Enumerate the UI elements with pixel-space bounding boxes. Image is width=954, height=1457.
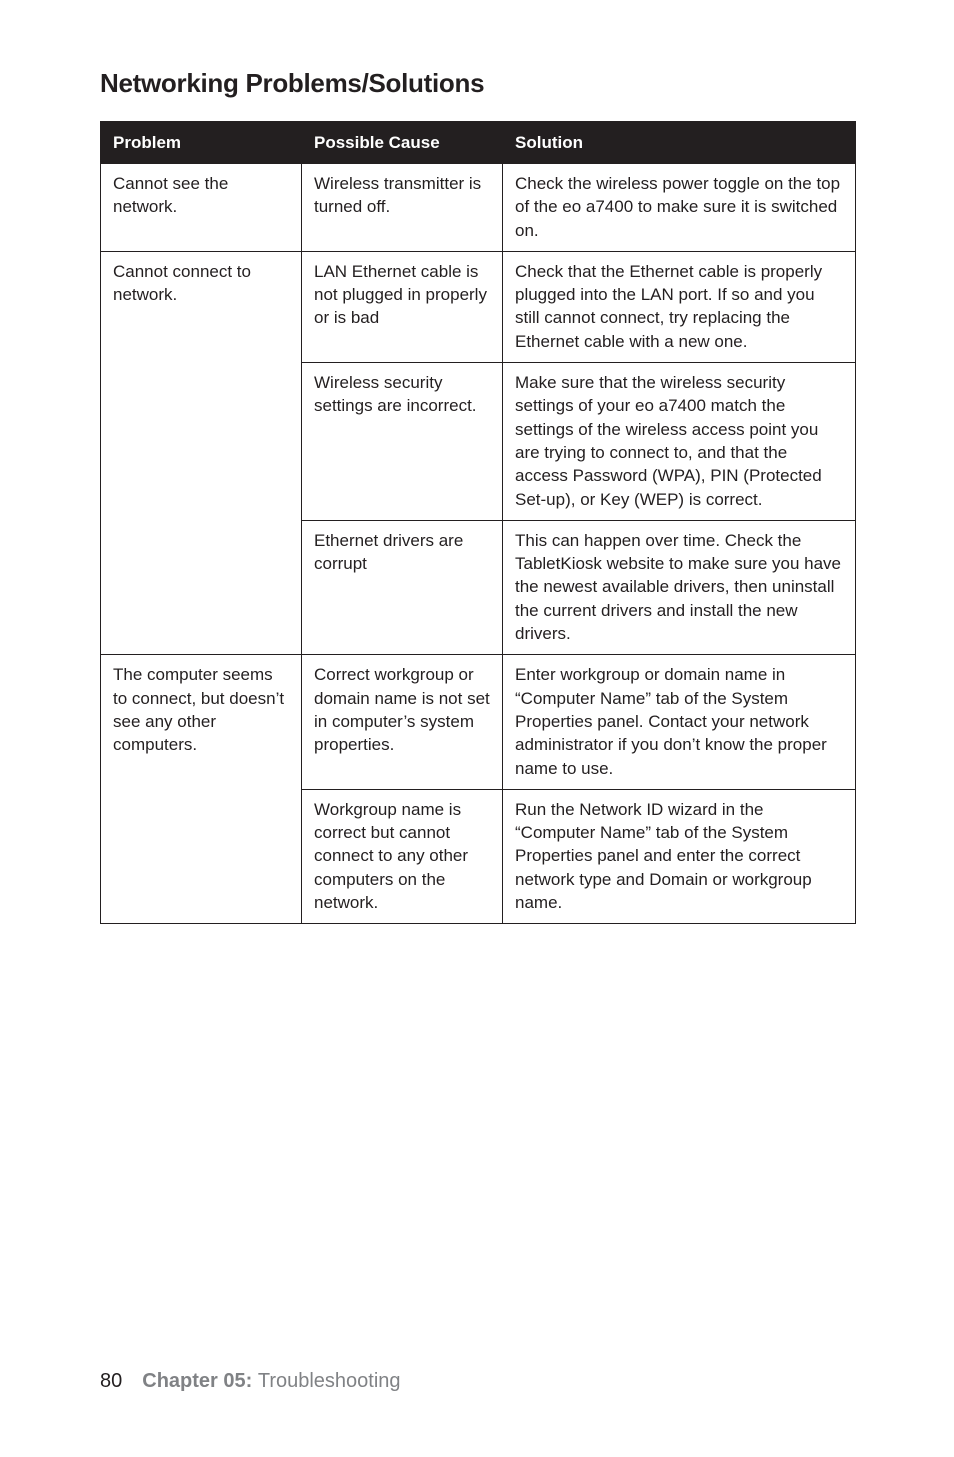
troubleshooting-table <box>100 121 856 924</box>
cause-cell: Ethernet drivers are corrupt <box>302 520 503 654</box>
header-problem: Problem <box>101 122 302 164</box>
table-header-row <box>101 122 856 164</box>
chapter-name: Troubleshooting <box>257 1370 401 1392</box>
cause-cell: LAN Ethernet cable is not plugged in properly or is bad <box>302 251 503 362</box>
solution-cell: This can happen over time. Check the TabletKiosk website to make sure you have the newest available drivers, then uninstall the current drivers and install the new drivers. <box>503 520 856 654</box>
problem-cell: Cannot connect to network. <box>101 251 302 654</box>
table-row <box>101 655 856 789</box>
table-row <box>101 251 856 362</box>
cause-cell: Workgroup name is correct but cannot connect to any other computers on the network. <box>302 789 503 923</box>
solution-cell: Run the Network ID wizard in the “Computer Name” tab of the System Properties panel and enter the correct network type and Domain or workgroup name. <box>503 789 856 923</box>
problem-cell: Cannot see the network. <box>101 164 302 252</box>
header-solution: Solution <box>503 122 856 164</box>
solution-cell: Make sure that the wireless security settings of your eo a7400 match the settings of the wireless access point you are trying to connect to, and that the access Password (WPA), PIN (Protected Set-up), or Key (WEP) is correct. <box>503 363 856 521</box>
page-footer <box>100 1370 401 1393</box>
chapter-label: Chapter 05: <box>142 1370 253 1392</box>
table-row <box>101 164 856 252</box>
problem-cell: The computer seems to connect, but doesn’t see any other computers. <box>101 655 302 924</box>
cause-cell: Wireless transmitter is turned off. <box>302 164 503 252</box>
solution-cell: Check the wireless power toggle on the top of the eo a7400 to make sure it is switched on. <box>503 164 856 252</box>
page-number: 80 <box>100 1370 123 1392</box>
cause-cell: Wireless security settings are incorrect. <box>302 363 503 521</box>
solution-cell: Check that the Ethernet cable is properly plugged into the LAN port. If so and you still cannot connect, try replacing the Ethernet cable with a new one. <box>503 251 856 362</box>
page-title: Networking Problems/Solutions <box>100 68 485 98</box>
cause-cell: Correct workgroup or domain name is not set in computer’s system properties. <box>302 655 503 789</box>
header-possible-cause: Possible Cause <box>302 122 503 164</box>
solution-cell: Enter workgroup or domain name in “Computer Name” tab of the System Properties panel. Contact your network administrator if you don’t know the proper name to use. <box>503 655 856 789</box>
